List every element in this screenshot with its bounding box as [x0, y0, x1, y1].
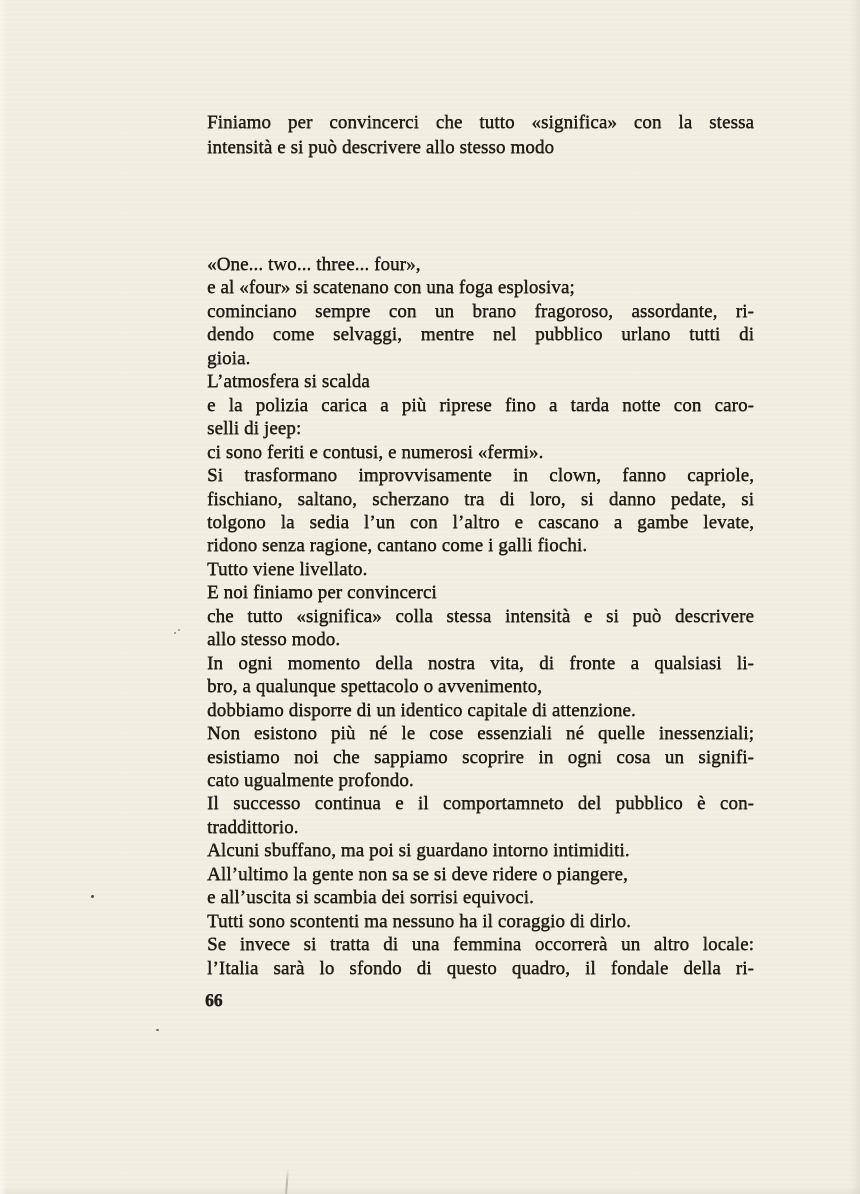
paper-speck [174, 632, 176, 634]
body-line: All’ultimo la gente non sa se si deve ridere o piangere, [207, 863, 628, 885]
body-line: l’Italia sarà lo sfondo di questo quadro, il fondale della ri- [207, 957, 754, 979]
body-line: Il successo continua e il comportamneto del pubblico è con- [207, 793, 754, 815]
body-line: Alcuni sbuffano, ma poi si guardano intorno intimiditi. [207, 840, 630, 862]
paper-smudge [285, 1168, 289, 1194]
body-line: ridono senza ragione, cantano come i galli fiochi. [207, 535, 588, 557]
body-line: Non esistono più né le cose essenziali né quelle inessenziali; [207, 723, 754, 745]
body-line: dendo come selvaggi, mentre nel pubblico urlano tutti di [207, 324, 754, 346]
body-line: Tutti sono scontenti ma nessuno ha il coraggio di dirlo. [207, 910, 631, 932]
body-line: L’atmosfera si scalda [207, 371, 370, 393]
body-line: cato ugualmente profondo. [207, 769, 414, 791]
epigraph-line: intensità e si può descrivere allo stesso modo [207, 137, 555, 158]
body-line: Tutto viene livellato. [207, 558, 368, 580]
body-line: che tutto «significa» colla stessa intensità e si può descrivere [207, 605, 754, 627]
body-line: cominciano sempre con un brano fragoroso, assordante, ri- [207, 300, 754, 322]
body-line: Se invece si tratta di una femmina occorrerà un altro locale: [207, 934, 754, 956]
paper-speck [178, 629, 180, 631]
body-line: ci sono feriti e contusi, e numerosi «fermi». [207, 441, 544, 463]
body-line: bro, a qualunque spettacolo o avvenimento, [207, 676, 543, 698]
body-line: esistiamo noi che sappiamo scoprire in ogni cosa un signifi- [207, 746, 754, 768]
body-line: E noi finiamo per convincerci [207, 582, 437, 604]
page-number: 66 [205, 990, 223, 1010]
body-line: traddittorio. [207, 816, 299, 838]
body-line: «One... two... three... four», [207, 254, 421, 275]
body-line: e al «four» si scatenano con una foga esplosiva; [207, 277, 575, 299]
body-line: Si trasformano improvvisamente in clown, fanno capriole, [207, 465, 754, 487]
body-line: tolgono la sedia l’un con l’altro e cascano a gambe levate, [207, 511, 754, 533]
body-line: gioia. [207, 347, 251, 369]
paper-speck [91, 895, 94, 898]
body-line: e la polizia carica a più riprese fino a tarda notte con caro- [207, 394, 754, 416]
body-line: selli di jeep: [207, 418, 302, 440]
body-line: In ogni momento della nostra vita, di fronte a qualsiasi li- [207, 652, 754, 674]
body-text [207, 253, 754, 980]
epigraph-line: Finiamo per convincerci che tutto «significa» con la stessa [207, 112, 754, 133]
paper-speck [156, 1029, 159, 1031]
body-line: dobbiamo disporre di un identico capitale di attenzione. [207, 699, 636, 721]
body-line: allo stesso modo. [207, 629, 341, 651]
body-line: e all’uscita si scambia dei sorrisi equivoci. [207, 887, 534, 909]
body-line: fischiano, saltano, scherzano tra di loro, si danno pedate, si [207, 488, 754, 510]
epigraph [207, 110, 754, 160]
